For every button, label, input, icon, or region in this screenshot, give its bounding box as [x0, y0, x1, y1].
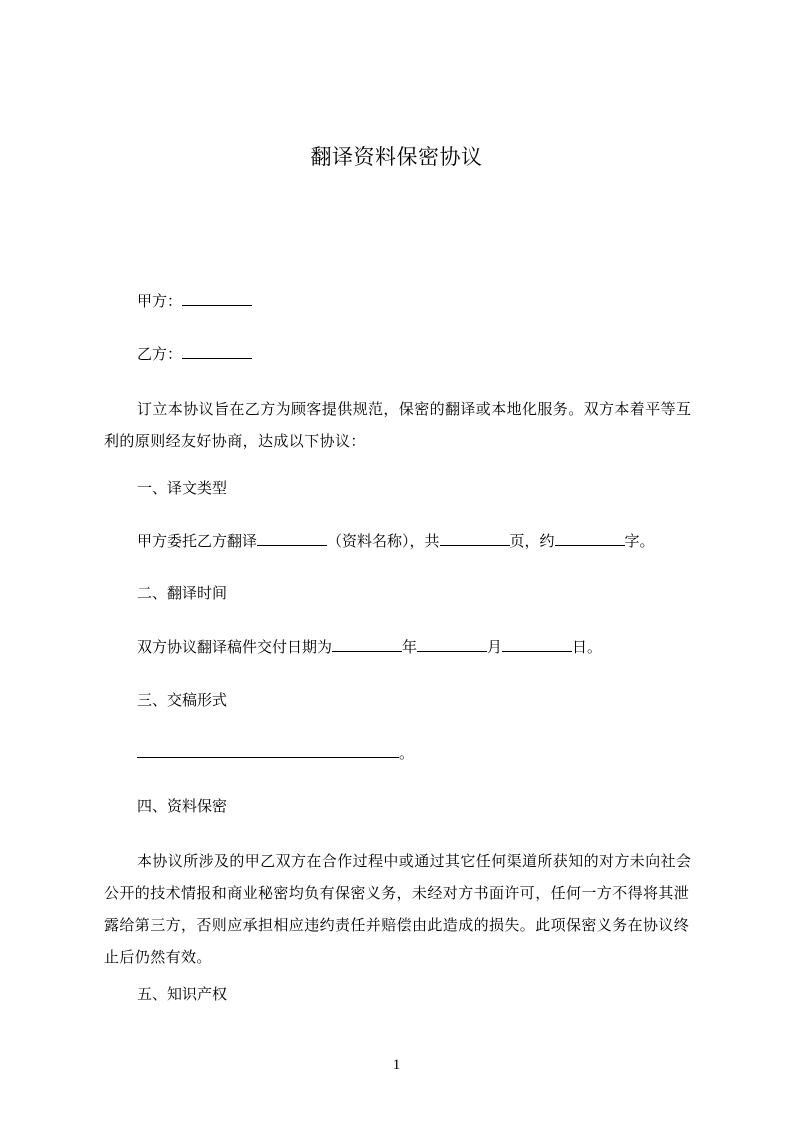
party-a-line	[137, 290, 252, 312]
confidentiality-paragraph: 本协议所涉及的甲乙双方在合作过程中或通过其它任何渠道所获知的对方未向社会公开的技术情报和商业秘密均负有保密义务，未经对方书面许可，任何一方不得将其泄露给第三方，否则应承担相应违约责任并赔偿由此造成的损失。此项保密义务在协议终止后仍然有效。	[104, 852, 692, 966]
party-b-line	[137, 343, 252, 365]
party-a-label: 甲方：	[137, 292, 183, 310]
page-count-blank[interactable]	[440, 530, 510, 546]
section-heading-intellectual-property: 五、知识产权	[137, 985, 228, 1003]
translation-time-text: 月	[487, 638, 503, 656]
section-heading-translation-time: 二、翻译时间	[137, 584, 228, 602]
translation-type-text: （资料名称），共	[327, 532, 440, 550]
delivery-form-line	[137, 742, 414, 764]
translation-time-text: 日。	[572, 638, 603, 656]
month-blank[interactable]	[417, 636, 487, 652]
year-blank[interactable]	[332, 636, 402, 652]
party-a-blank[interactable]	[182, 290, 252, 306]
section-heading-translation-type: 一、译文类型	[137, 479, 228, 497]
word-count-blank[interactable]	[555, 530, 625, 546]
section-heading-delivery-form: 三、交稿形式	[137, 691, 228, 709]
translation-type-line	[137, 530, 655, 552]
translation-time-text: 年	[402, 638, 418, 656]
delivery-form-text: 。	[399, 744, 415, 762]
translation-time-line	[137, 636, 602, 658]
delivery-form-blank[interactable]	[137, 742, 399, 758]
translation-type-text: 页，约	[509, 532, 555, 550]
page-title: 翻译资料保密协议	[310, 145, 483, 169]
translation-type-text: 字。	[624, 532, 655, 550]
party-b-blank[interactable]	[182, 343, 252, 359]
section-heading-confidentiality: 四、资料保密	[137, 797, 228, 815]
page-number: 1	[392, 1057, 401, 1073]
intro-paragraph: 订立本协议旨在乙方为顾客提供规范，保密的翻译或本地化服务。双方本着平等互利的原则经友好协商，达成以下协议：	[104, 400, 692, 450]
party-b-label: 乙方：	[137, 345, 183, 363]
material-name-blank[interactable]	[257, 530, 327, 546]
day-blank[interactable]	[502, 636, 572, 652]
translation-type-text: 甲方委托乙方翻译	[137, 532, 258, 550]
translation-time-text: 双方协议翻译稿件交付日期为	[137, 638, 333, 656]
